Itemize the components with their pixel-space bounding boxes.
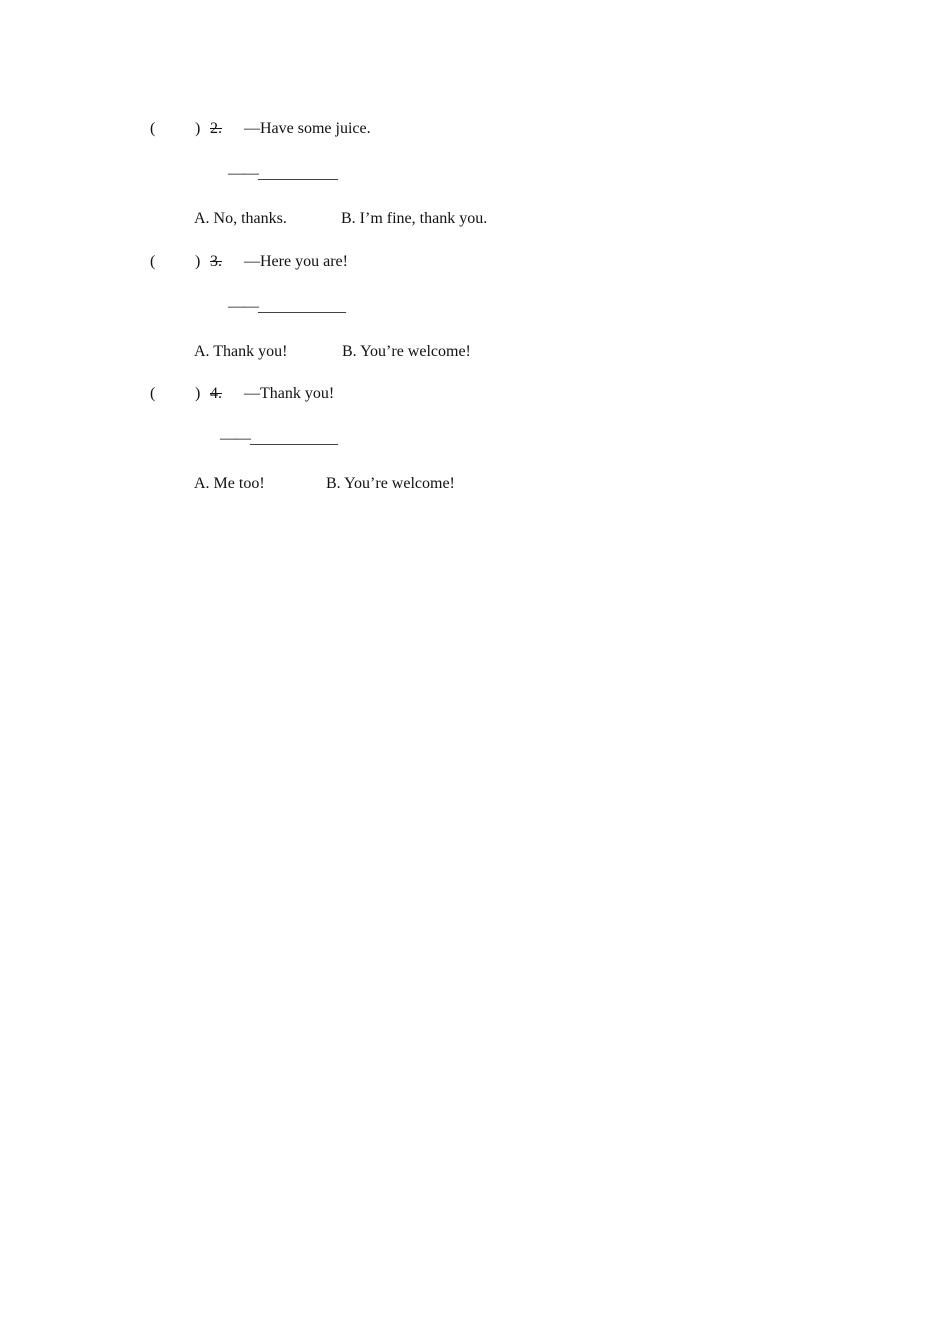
answer-paren-close: )	[195, 253, 201, 270]
answer-paren-open: (	[150, 253, 156, 270]
option-a[interactable]: A. Me too!	[194, 475, 265, 492]
question-2-answer-line	[228, 164, 338, 184]
answer-dash: ——	[228, 165, 258, 182]
answer-paren-close: )	[195, 120, 201, 137]
question-prompt: —Have some juice.	[244, 120, 371, 137]
answer-blank[interactable]: ___________	[258, 298, 346, 315]
question-prompt: —Here you are!	[244, 253, 348, 270]
question-number: 4.	[210, 385, 222, 402]
question-prompt: —Thank you!	[244, 385, 335, 402]
question-4-answer-line	[220, 429, 338, 449]
answer-blank[interactable]: __________	[258, 165, 338, 182]
option-b[interactable]: B. You’re welcome!	[326, 475, 455, 492]
option-a[interactable]: A. No, thanks.	[194, 210, 287, 227]
answer-paren-open: (	[150, 385, 156, 402]
question-3-answer-line	[228, 297, 346, 317]
answer-paren-close: )	[195, 385, 201, 402]
question-number: 3.	[210, 253, 222, 270]
answer-paren-open: (	[150, 120, 156, 137]
option-b[interactable]: B. I’m fine, thank you.	[341, 210, 488, 227]
question-number: 2.	[210, 120, 222, 137]
answer-dash: ——	[228, 298, 258, 315]
option-a[interactable]: A. Thank you!	[194, 343, 288, 360]
answer-dash: ——	[220, 430, 250, 447]
option-b[interactable]: B. You’re welcome!	[342, 343, 471, 360]
answer-blank[interactable]: ___________	[250, 430, 338, 447]
